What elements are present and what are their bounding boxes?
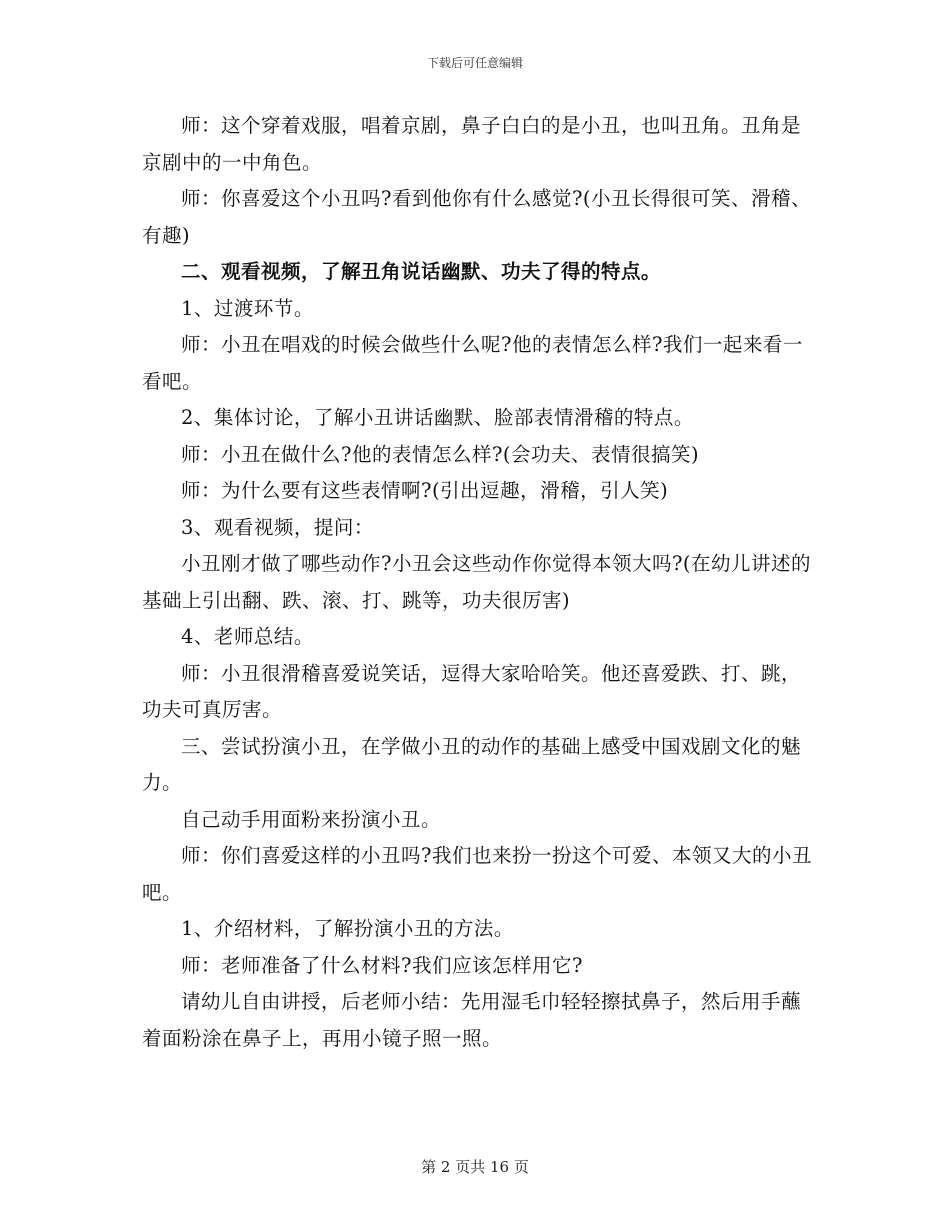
document-body — [142, 108, 812, 1057]
paragraph-5: 师：小丑在唱戏的时候会做些什么呢?他的表情怎么样?我们一起来看一看吧。 — [142, 333, 803, 393]
paragraph-step-1: 1、过渡环节。 — [181, 296, 314, 320]
paragraph-8: 师：为什么要有这些表情啊?(引出逗趣，滑稽，引人笑) — [181, 479, 669, 502]
paragraph-step-2: 2、集体讨论，了解小丑讲话幽默、脸部表情滑稽的特点。 — [181, 406, 694, 429]
paragraph-17: 师：老师准备了什么材料?我们应该怎样用它? — [181, 953, 583, 977]
page-number-footer: 第 2 页共 16 页 — [421, 1158, 529, 1176]
paragraph-14: 自己动手用面粉来扮演小丑。 — [181, 807, 442, 831]
section-heading-3: 三、尝试扮演小丑，在学做小丑的动作的基础上感受中国戏剧文化的魅力。 — [142, 734, 802, 794]
paragraph-step-1b: 1、介绍材料，了解扮演小丑的方法。 — [181, 917, 514, 940]
paragraph-18: 请幼儿自由讲授，后老师小结：先用湿毛巾轻轻擦拭鼻子，然后用手蘸着面粉涂在鼻子上，再用小镜子照一照。 — [142, 990, 802, 1050]
paragraph-15: 师：你们喜爱这样的小丑吗?我们也来扮一扮这个可爱、本领又大的小丑吧。 — [142, 844, 812, 904]
section-heading-2: 二、观看视频，了解丑角说话幽默、功夫了得的特点。 — [181, 260, 662, 283]
paragraph-step-4: 4、老师总结。 — [181, 625, 314, 648]
paragraph-10: 小丑刚才做了哪些动作?小丑会这些动作你觉得本领大吗?(在幼儿讲述的基础上引出翻、跌、滚、打、跳等，功夫很厉害) — [142, 552, 812, 612]
paragraph-12: 师：小丑很滑稽喜爱说笑话，逗得大家哈哈笑。他还喜爱跌、打、跳，功夫可真厉害。 — [142, 661, 802, 721]
paragraph-2: 师：你喜爱这个小丑吗?看到他你有什么感觉?(小丑长得很可笑、滑稽、有趣) — [142, 187, 812, 247]
paragraph-step-3: 3、观看视频，提问： — [181, 515, 374, 539]
paragraph-1: 师：这个穿着戏服，唱着京剧，鼻子白白的是小丑，也叫丑角。丑角是京剧中的一中角色。 — [142, 114, 802, 174]
paragraph-7: 师：小丑在做什么?他的表情怎么样?(会功夫、表情很搞笑) — [181, 442, 700, 466]
page-header: 下载后可任意编辑 — [426, 56, 523, 70]
